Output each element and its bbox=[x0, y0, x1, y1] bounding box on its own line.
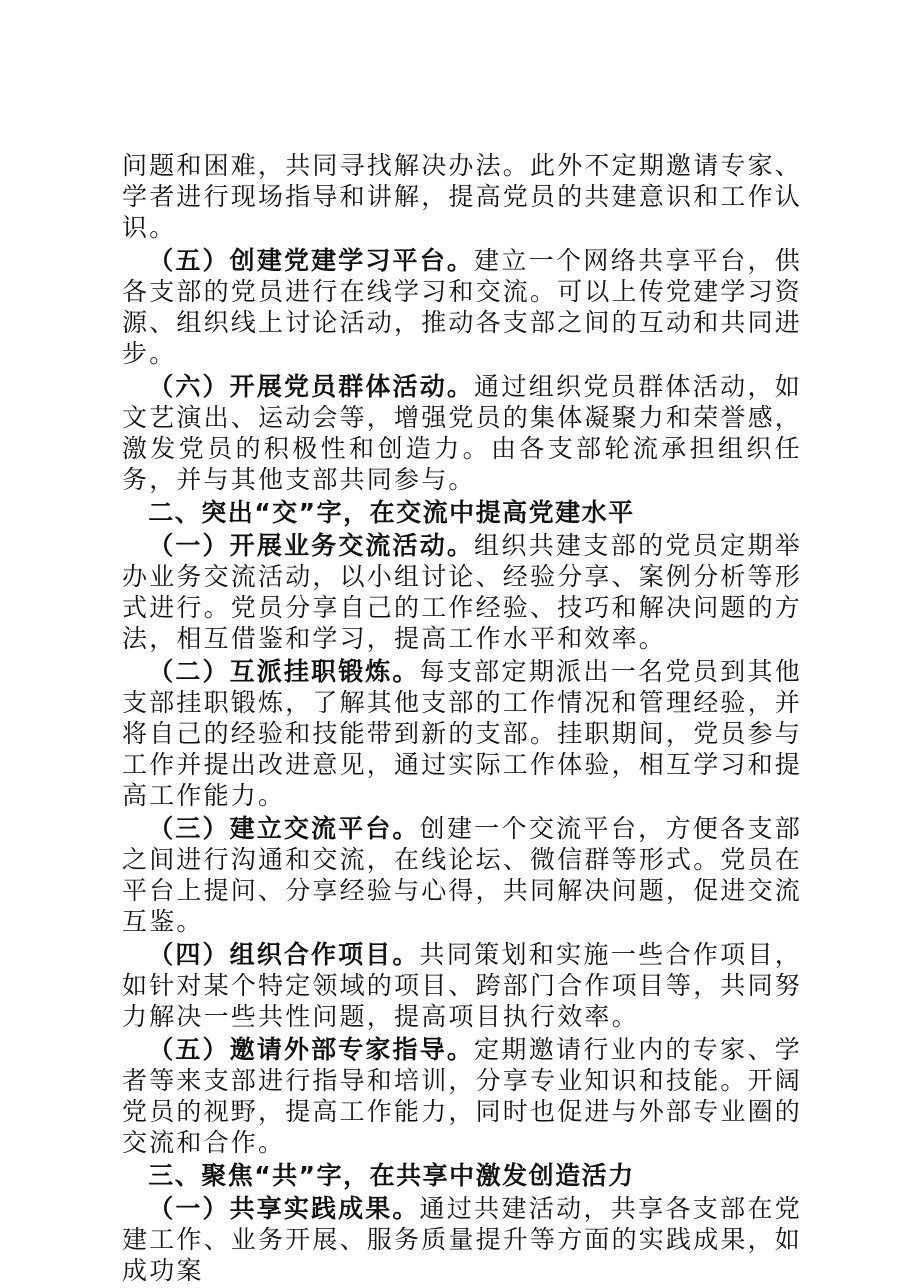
paragraph bbox=[122, 371, 802, 495]
paragraph-lead: （五）创建党建学习平台。 bbox=[148, 246, 474, 275]
paragraph bbox=[122, 813, 802, 937]
paragraph bbox=[122, 530, 802, 654]
paragraph-text: 建立一个网络共享平台，供各支部的党员进行在线学习和交流。可以上传党建学习资源、组织线上讨论活动，推动各支部之间的互动和共同进步。 bbox=[122, 246, 803, 368]
paragraph bbox=[122, 1193, 802, 1286]
paragraph-lead: （三）建立交流平台。 bbox=[148, 814, 420, 843]
paragraph bbox=[122, 1034, 802, 1158]
paragraph bbox=[122, 245, 802, 369]
paragraph-lead: （四）组织合作项目。 bbox=[148, 940, 420, 969]
paragraph-text: 每支部定期派出一名党员到其他支部挂职锻炼，了解其他支部的工作情况和管理经验，并将自己的经验和技能带到新的支部。挂职期间，党员参与工作并提出改进意见，通过实际工作体验，相互学习和提高工作能力。 bbox=[122, 657, 803, 810]
paragraph-text: 共同策划和实施一些合作项目，如针对某个特定领域的项目、跨部门合作项目等，共同努力解决一些共性问题，提高项目执行效率。 bbox=[122, 940, 803, 1031]
paragraph-lead: （一）共享实践成果。 bbox=[148, 1194, 420, 1223]
section-heading: 二、突出“交”字，在交流中提高党建水平 bbox=[148, 498, 635, 527]
paragraph-text: 通过组织党员群体活动，如文艺演出、运动会等，增强党员的集体凝聚力和荣誉感，激发党员的积极性和创造力。由各支部轮流承担组织任务，并与其他支部共同参与。 bbox=[122, 372, 803, 494]
paragraph-lead: （六）开展党员群体活动。 bbox=[148, 372, 474, 401]
paragraph bbox=[122, 150, 802, 243]
paragraph bbox=[122, 656, 802, 811]
paragraph-lead: （一）开展业务交流活动。 bbox=[148, 531, 474, 560]
paragraph-text: 定期邀请行业内的专家、学者等来支部进行指导和培训，分享专业知识和技能。开阔党员的视野，提高工作能力，同时也促进与外部专业圈的交流和合作。 bbox=[122, 1035, 803, 1157]
paragraph-text: 创建一个交流平台，方便各支部之间进行沟通和交流，在线论坛、微信群等形式。党员在平台上提问、分享经验与心得，共同解决问题，促进交流互鉴。 bbox=[122, 814, 803, 936]
paragraph bbox=[122, 939, 802, 1032]
paragraph-text: 组织共建支部的党员定期举办业务交流活动，以小组讨论、经验分享、案例分析等形式进行。党员分享自己的工作经验、技巧和解决问题的方法，相互借鉴和学习，提高工作水平和效率。 bbox=[122, 531, 803, 653]
paragraph-lead: （二）互派挂职锻炼。 bbox=[148, 657, 420, 686]
section-heading: 三、聚焦“共”字，在共享中激发创造活力 bbox=[148, 1161, 635, 1190]
paragraph-text: 问题和困难，共同寻找解决办法。此外不定期邀请专家、学者进行现场指导和讲解，提高党员的共建意识和工作认识。 bbox=[122, 151, 803, 242]
paragraph-text: 通过共建活动，共享各支部在党建工作、业务开展、服务质量提升等方面的实践成果，如成功案 bbox=[122, 1194, 803, 1285]
paragraph-lead: （五）邀请外部专家指导。 bbox=[148, 1035, 474, 1064]
document-body bbox=[122, 150, 802, 1288]
